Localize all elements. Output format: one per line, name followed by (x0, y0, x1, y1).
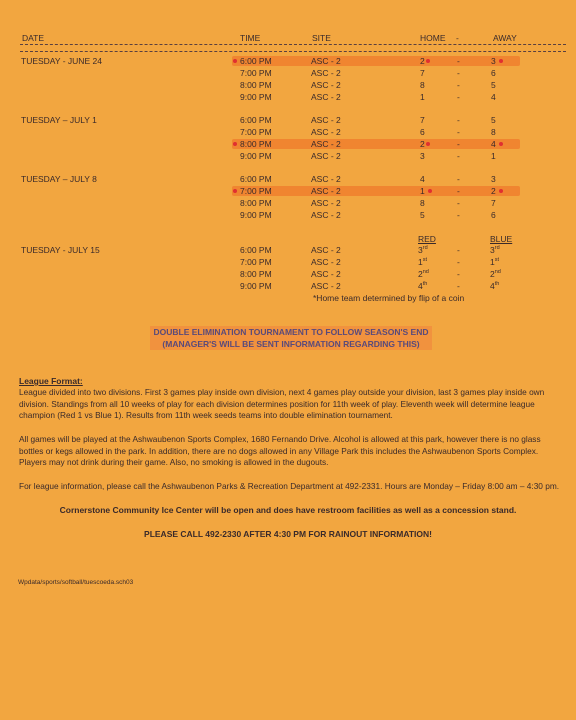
game-sep: - (457, 174, 460, 184)
game-site: ASC - 2 (311, 174, 341, 184)
game-time: 7:00 PM (240, 186, 272, 196)
park-rules-text: All games will be played at the Ashwaubenon Sports Complex, 1680 Fernando Drive. Alcohol is allowed at this park, however there is no glass bottles or kegs allowed in the park. In addition, there are no dogs allowed in any Village Park this includes the Ashwaubenon Sports Complex. Players may not drink during their game. Also, no smoking is allowed in the dugouts. (19, 434, 541, 467)
file-path: Wpdata/sports/softball/tuescoeda.sch03 (18, 579, 134, 586)
game-home: 2 (420, 56, 425, 66)
game-home: 8 (420, 80, 425, 90)
game-site: ASC - 2 (311, 198, 341, 208)
game-home: 1st (418, 257, 428, 267)
marker-dot (499, 189, 503, 193)
marker-dot (233, 142, 237, 146)
highlight-july8-game2 (232, 186, 520, 196)
game-sep: - (457, 198, 460, 208)
game-sep: - (457, 245, 460, 255)
game-home: 4 (420, 174, 425, 184)
tournament-line-1: DOUBLE ELIMINATION TOURNAMENT TO FOLLOW SEASON'S END (150, 326, 432, 338)
marker-dot (233, 189, 237, 193)
game-away: 4 (491, 92, 496, 102)
game-home: 8 (420, 198, 425, 208)
game-away: 5 (491, 115, 496, 125)
game-time: 9:00 PM (240, 151, 272, 161)
game-home: 3rd (418, 245, 428, 255)
game-site: ASC - 2 (311, 80, 341, 90)
game-time: 8:00 PM (240, 139, 272, 149)
header-dash: - (456, 33, 459, 43)
away-header: AWAY (493, 33, 517, 43)
game-home: 2nd (418, 269, 429, 279)
week-date: TUESDAY - JUNE 24 (21, 56, 102, 66)
game-time: 8:00 PM (240, 198, 272, 208)
game-sep: - (457, 210, 460, 220)
game-site: ASC - 2 (311, 127, 341, 137)
date-header: DATE (22, 33, 45, 43)
game-home: 6 (420, 127, 425, 137)
game-site: ASC - 2 (311, 139, 341, 149)
game-time: 7:00 PM (240, 257, 272, 267)
game-time: 9:00 PM (240, 281, 272, 291)
game-site: ASC - 2 (311, 151, 341, 161)
game-sep: - (457, 186, 460, 196)
game-away: 6 (491, 210, 496, 220)
game-time: 6:00 PM (240, 245, 272, 255)
game-away: 4 (491, 139, 496, 149)
marker-dot (499, 142, 503, 146)
game-away: 1 (491, 151, 496, 161)
game-home: 5 (420, 210, 425, 220)
home-team-note: *Home team determined by flip of a coin (313, 293, 465, 303)
game-away: 3 (491, 174, 496, 184)
game-time: 7:00 PM (240, 68, 272, 78)
game-time: 6:00 PM (240, 56, 272, 66)
game-site: ASC - 2 (311, 56, 341, 66)
game-time: 9:00 PM (240, 92, 272, 102)
game-sep: - (457, 139, 460, 149)
game-site: ASC - 2 (311, 281, 341, 291)
game-away: 3rd (490, 245, 500, 255)
game-time: 8:00 PM (240, 80, 272, 90)
game-site: ASC - 2 (311, 186, 341, 196)
game-away: 4th (490, 281, 500, 291)
game-away: 2 (491, 186, 496, 196)
game-away: 2nd (490, 269, 501, 279)
game-site: ASC - 2 (311, 245, 341, 255)
game-away: 5 (491, 80, 496, 90)
game-site: ASC - 2 (311, 257, 341, 267)
marker-dot (426, 142, 430, 146)
game-time: 9:00 PM (240, 210, 272, 220)
game-home: 7 (420, 68, 425, 78)
game-time: 7:00 PM (240, 127, 272, 137)
highlight-july1-game3 (232, 139, 520, 149)
game-sep: - (457, 151, 460, 161)
game-site: ASC - 2 (311, 210, 341, 220)
time-header: TIME (240, 33, 261, 43)
marker-dot (499, 59, 503, 63)
marker-dot (426, 59, 430, 63)
game-home: 1 (420, 186, 425, 196)
game-away: 6 (491, 68, 496, 78)
game-sep: - (457, 92, 460, 102)
game-site: ASC - 2 (311, 269, 341, 279)
game-sep: - (457, 56, 460, 66)
week-date: TUESDAY – JULY 1 (21, 115, 97, 125)
league-format-text: League divided into two divisions. First 3 games play inside own division, next 4 games play outside your division, last 3 games play inside own division. Standings from all 10 weeks of play for each division determines position for 11th week of play. Eleventh week will determine league champion (Red 1 vs Blue 1). Results from 11th week seeds teams into double elimination tournament. (19, 387, 545, 420)
game-time: 8:00 PM (240, 269, 272, 279)
game-away: 3 (491, 56, 496, 66)
game-sep: - (457, 80, 460, 90)
game-site: ASC - 2 (311, 68, 341, 78)
week-date: TUESDAY - JULY 15 (21, 245, 100, 255)
marker-dot (428, 189, 432, 193)
home-header: HOME (420, 33, 446, 43)
game-sep: - (457, 68, 460, 78)
game-sep: - (457, 257, 460, 267)
game-time: 6:00 PM (240, 174, 272, 184)
game-away: 8 (491, 127, 496, 137)
game-home: 7 (420, 115, 425, 125)
league-info-text: For league information, please call the Ashwaubenon Parks & Recreation Department at 492-2331. Hours are Monday – Friday 8:00 am – 4:30 pm. (19, 481, 560, 491)
blue-column-label: BLUE (490, 234, 513, 244)
game-sep: - (457, 127, 460, 137)
game-sep: - (457, 269, 460, 279)
game-site: ASC - 2 (311, 92, 341, 102)
game-sep: - (457, 115, 460, 125)
marker-dot (233, 59, 237, 63)
game-home: 1 (420, 92, 425, 102)
game-home: 2 (420, 139, 425, 149)
rainout-note: PLEASE CALL 492-2330 AFTER 4:30 PM FOR RAINOUT INFORMATION! (144, 529, 432, 539)
league-format-heading: League Format: (19, 376, 83, 386)
game-away: 7 (491, 198, 496, 208)
highlight-june24-game1 (232, 56, 520, 66)
week-date: TUESDAY – JULY 8 (21, 174, 97, 184)
game-away: 1st (490, 257, 500, 267)
ice-center-note: Cornerstone Community Ice Center will be open and does have restroom facilities as well as a concession stand. (59, 505, 517, 515)
site-header: SITE (312, 33, 331, 43)
game-site: ASC - 2 (311, 115, 341, 125)
game-home: 3 (420, 151, 425, 161)
game-home: 4th (418, 281, 428, 291)
game-sep: - (457, 281, 460, 291)
header-divider (20, 44, 566, 52)
game-time: 6:00 PM (240, 115, 272, 125)
red-column-label: RED (418, 234, 436, 244)
tournament-line-2: (MANAGER'S WILL BE SENT INFORMATION REGARDING THIS) (150, 338, 432, 350)
